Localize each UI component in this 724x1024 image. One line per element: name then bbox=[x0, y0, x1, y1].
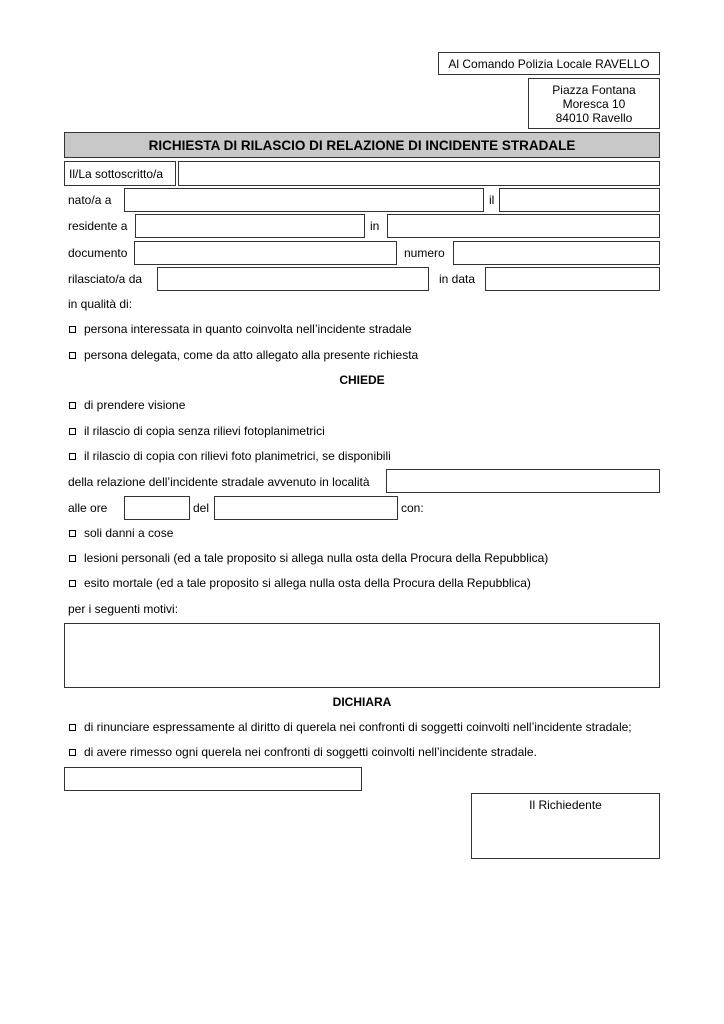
birth-date-field[interactable] bbox=[499, 188, 660, 212]
checkbox-rimesso-querela[interactable] bbox=[69, 749, 76, 756]
documento-field[interactable] bbox=[134, 241, 397, 265]
option-delegata: persona delegata, come da atto allegato alla presente richiesta bbox=[84, 348, 419, 362]
qualita-label: in qualità di: bbox=[68, 297, 133, 311]
del-label: del bbox=[193, 501, 210, 515]
signature-box[interactable] bbox=[471, 793, 660, 859]
address-line-3: 84010 Ravello bbox=[555, 111, 633, 125]
il-label: il bbox=[489, 193, 495, 207]
numero-label: numero bbox=[404, 246, 445, 260]
residente-label: residente a bbox=[68, 219, 128, 233]
checkbox-lesioni[interactable] bbox=[69, 555, 76, 562]
checkbox-visione[interactable] bbox=[69, 402, 76, 409]
documento-label: documento bbox=[68, 246, 128, 260]
in-data-label: in data bbox=[439, 272, 476, 286]
chiede-heading: CHIEDE bbox=[339, 373, 385, 387]
address-line-1: Piazza Fontana bbox=[552, 83, 636, 97]
in-label: in bbox=[370, 219, 380, 233]
option-danni-cose: soli danni a cose bbox=[84, 526, 174, 540]
recipient-box bbox=[438, 52, 660, 75]
option-rimesso-querela: di avere rimesso ogni querela nei confronti di soggetti coinvolti nell’incidente stradale. bbox=[84, 745, 537, 759]
recipient-title: Al Comando Polizia Locale RAVELLO bbox=[448, 57, 650, 71]
checkbox-copia-senza-rilievi[interactable] bbox=[69, 428, 76, 435]
ore-field[interactable] bbox=[124, 496, 190, 520]
localita-field[interactable] bbox=[386, 469, 660, 493]
checkbox-interessata[interactable] bbox=[69, 326, 76, 333]
numero-field[interactable] bbox=[453, 241, 660, 265]
option-lesioni: lesioni personali (ed a tale proposito si allega nulla osta della Procura della Repubblica) bbox=[84, 551, 549, 565]
sottoscritto-label: Il/La sottoscritto/a bbox=[69, 167, 164, 181]
release-date-field[interactable] bbox=[485, 267, 660, 291]
option-copia-senza-rilievi: il rilascio di copia senza rilievi fotoplanimetrici bbox=[84, 424, 325, 438]
checkbox-danni-cose[interactable] bbox=[69, 530, 76, 537]
nato-label: nato/a a bbox=[68, 193, 112, 207]
signature-label: Il Richiedente bbox=[529, 798, 602, 812]
option-copia-con-rilievi: il rilascio di copia con rilievi foto planimetrici, se disponibili bbox=[84, 449, 391, 463]
checkbox-rinuncia-querela[interactable] bbox=[69, 724, 76, 731]
form-title: RICHIESTA DI RILASCIO DI RELAZIONE DI INCIDENTE STRADALE bbox=[148, 138, 576, 153]
option-visione: di prendere visione bbox=[84, 398, 186, 412]
nato-field[interactable] bbox=[124, 188, 484, 212]
rilasciato-label: rilasciato/a da bbox=[68, 272, 143, 286]
form-title-bar bbox=[64, 132, 660, 158]
data-incidente-field[interactable] bbox=[214, 496, 398, 520]
relazione-label: della relazione dell’incidente stradale avvenuto in località bbox=[68, 475, 370, 489]
motivi-label: per i seguenti motivi: bbox=[68, 602, 179, 616]
address-field[interactable] bbox=[387, 214, 660, 238]
luogo-data-field[interactable] bbox=[64, 767, 362, 791]
sottoscritto-label-box bbox=[64, 161, 176, 186]
motivi-textarea[interactable] bbox=[64, 623, 660, 688]
con-label: con: bbox=[401, 501, 424, 515]
address-line-2: Moresca 10 bbox=[562, 97, 626, 111]
alle-ore-label: alle ore bbox=[68, 501, 108, 515]
rilasciato-field[interactable] bbox=[157, 267, 429, 291]
sottoscritto-field[interactable] bbox=[178, 161, 660, 186]
dichiara-heading: DICHIARA bbox=[332, 695, 392, 709]
option-interessata: persona interessata in quanto coinvolta nell’incidente stradale bbox=[84, 322, 412, 336]
residente-field[interactable] bbox=[135, 214, 365, 238]
address-box bbox=[528, 78, 660, 129]
option-rinuncia-querela: di rinunciare espressamente al diritto di querela nei confronti di soggetti coinvolti nell’incidente stradale; bbox=[84, 720, 632, 734]
option-esito-mortale: esito mortale (ed a tale proposito si allega nulla osta della Procura della Repubblica) bbox=[84, 576, 531, 590]
checkbox-copia-con-rilievi[interactable] bbox=[69, 453, 76, 460]
checkbox-delegata[interactable] bbox=[69, 352, 76, 359]
checkbox-esito-mortale[interactable] bbox=[69, 580, 76, 587]
